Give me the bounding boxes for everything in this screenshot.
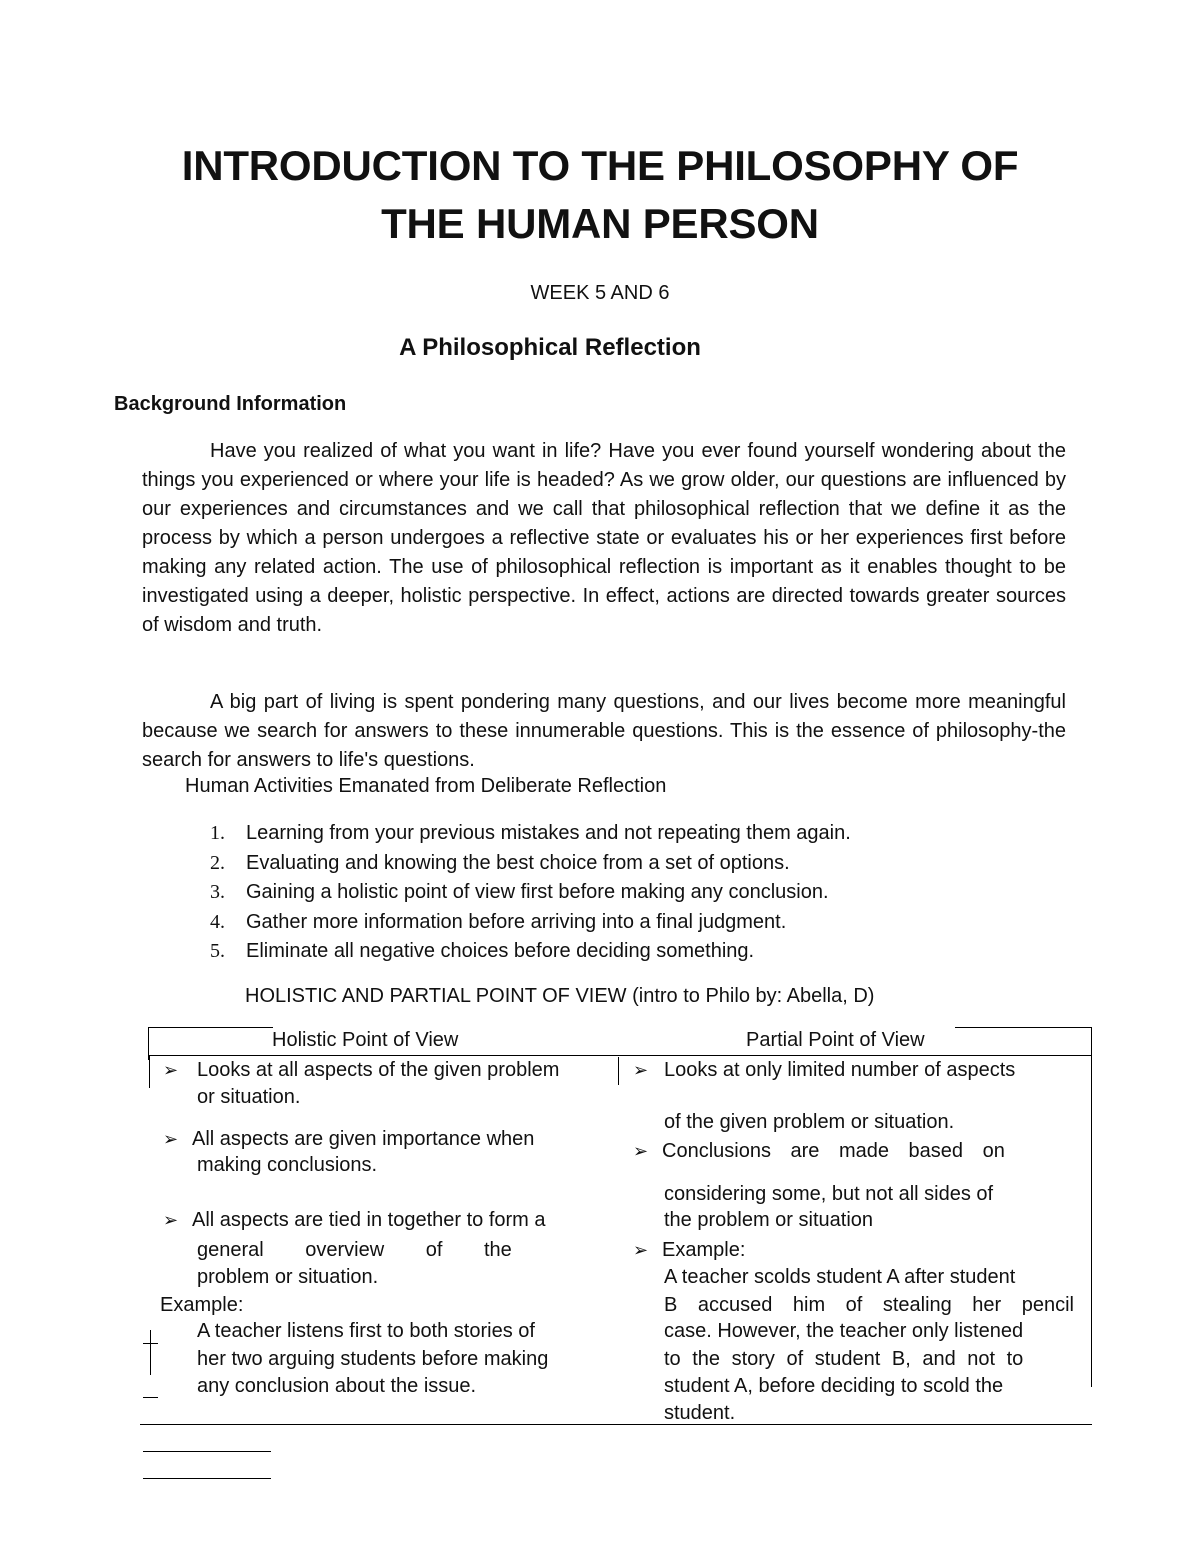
partial-example-line-2: B accused him of stealing her pencil: [664, 1294, 1074, 1316]
holistic-bullet-2-line-2: making conclusions.: [197, 1154, 378, 1176]
partial-example-line-4: to the story of student B, and not to: [664, 1348, 1024, 1370]
partial-example-line-3: case. However, the teacher only listened: [664, 1320, 1024, 1342]
table-top-rule-left: [148, 1027, 273, 1028]
list-item: 4. Gather more information before arriving into a final judgment.: [210, 910, 787, 933]
paragraph-2: A big part of living is spent pondering many questions, and our lives become more meaningful because we search for answers to these innumerable questions. This is the essence of philosophy-the search for answers to life's questions.: [142, 691, 1066, 771]
week-label: WEEK 5 AND 6: [530, 282, 670, 304]
table-bottom-rule: [140, 1424, 1092, 1425]
partial-bullet-1-line-2: of the given problem or situation.: [664, 1111, 955, 1133]
holistic-example-line-1: A teacher listens first to both stories of: [197, 1320, 535, 1342]
list-item: 2. Evaluating and knowing the best choice from a set of options.: [210, 851, 790, 874]
margin-mark: [143, 1397, 158, 1398]
holistic-header: Holistic Point of View: [272, 1029, 459, 1051]
arrowhead-bullet-icon: ➢: [633, 1141, 649, 1161]
partial-bullet-2-line-3: the problem or situation: [664, 1209, 874, 1231]
partial-header: Partial Point of View: [746, 1029, 925, 1051]
arrowhead-bullet-icon: ➢: [163, 1129, 179, 1149]
title-line-1: INTRODUCTION TO THE PHILOSOPHY OF: [181, 142, 1019, 189]
table-top-rule-right: [955, 1027, 1092, 1028]
paragraph-1: Have you realized of what you want in life? Have you ever found yourself wondering about the things you experienced or where your life is headed? As we grow older, our questions are influenced by our experiences and circumstances and we call that philosophical reflection that we define it as the process by which a person undergoes a reflective state or evaluates his or her experiences first before making any related action. The use of philosophical reflection is important as it enables thought to be investigated using a deeper, holistic perspective. In effect, actions are directed towards greater sources of wisdom and truth.: [142, 440, 1066, 636]
table-right-rule: [1091, 1027, 1092, 1387]
arrowhead-bullet-icon: ➢: [633, 1240, 649, 1260]
table-left-rule: [149, 1055, 150, 1088]
margin-mark: [150, 1330, 151, 1375]
partial-example-line-5: student A, before deciding to scold the: [664, 1375, 1004, 1397]
title-line-2: THE HUMAN PERSON: [381, 200, 819, 247]
section-subtitle: A Philosophical Reflection: [399, 334, 701, 361]
holistic-bullet-3-line-2: general overview of the: [197, 1239, 512, 1261]
holistic-bullet-3-line-1: All aspects are tied in together to form a: [192, 1209, 546, 1231]
holistic-bullet-2-line-1: All aspects are given importance when: [192, 1128, 535, 1150]
activities-heading: Human Activities Emanated from Deliberate Reflection: [185, 775, 667, 797]
holistic-example-label: Example:: [160, 1294, 244, 1316]
holistic-bullet-1-line-2: or situation.: [197, 1086, 301, 1108]
partial-example-label: Example:: [662, 1239, 746, 1261]
activities-list: [210, 819, 851, 967]
holistic-example-line-3: any conclusion about the issue.: [197, 1375, 477, 1397]
arrowhead-bullet-icon: ➢: [163, 1060, 179, 1080]
partial-example-line-6: student.: [664, 1402, 736, 1424]
list-item: 1. Learning from your previous mistakes and not repeating them again.: [210, 822, 851, 844]
table-header-rule: [148, 1055, 1092, 1056]
page-title: [100, 137, 1100, 253]
holistic-example-line-2: her two arguing students before making: [197, 1348, 549, 1370]
background-heading: Background Information: [114, 393, 347, 415]
margin-line: [143, 1478, 271, 1479]
margin-line: [143, 1451, 271, 1452]
partial-example-line-1: A teacher scolds student A after student: [664, 1266, 1016, 1288]
holistic-bullet-1-line-1: Looks at all aspects of the given problem: [197, 1059, 560, 1081]
list-item: 3. Gaining a holistic point of view first before making any conclusion.: [210, 881, 829, 903]
text-cursor: [618, 1057, 619, 1085]
table-caption: HOLISTIC AND PARTIAL POINT OF VIEW (intro to Philo by: Abella, D): [245, 985, 875, 1007]
partial-bullet-1-line-1: Looks at only limited number of aspects: [664, 1059, 1016, 1081]
holistic-bullet-3-line-3: problem or situation.: [197, 1266, 379, 1288]
arrowhead-bullet-icon: ➢: [163, 1210, 179, 1230]
list-item: 5. Eliminate all negative choices before deciding something.: [210, 940, 755, 962]
arrowhead-bullet-icon: ➢: [633, 1060, 649, 1080]
partial-bullet-2-line-1: Conclusions are made based on: [662, 1140, 1005, 1162]
partial-bullet-2-line-2: considering some, but not all sides of: [664, 1183, 994, 1205]
